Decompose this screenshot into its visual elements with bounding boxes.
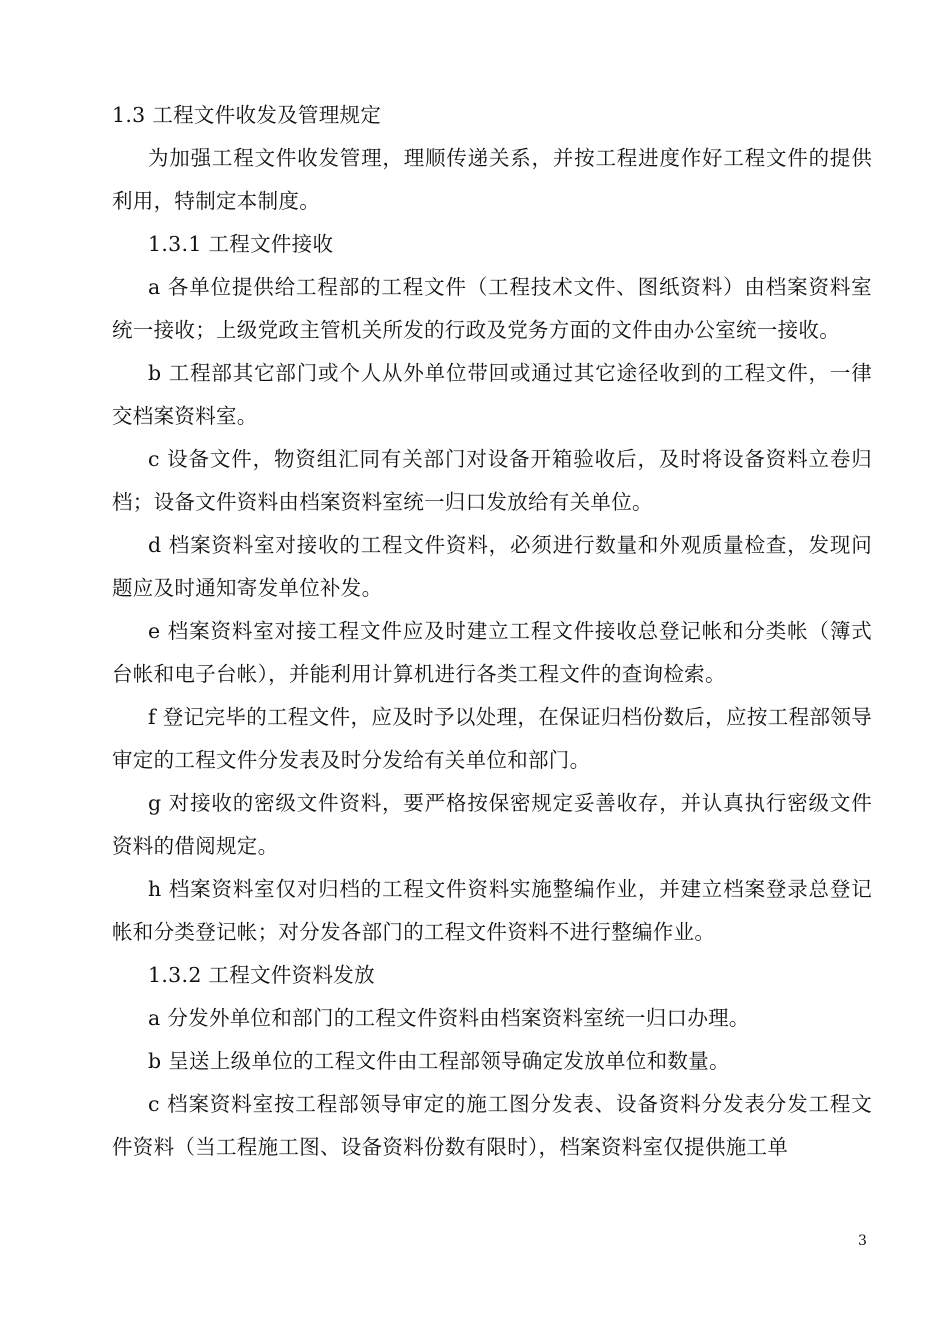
document-body <box>112 94 872 1169</box>
receive-item-e: e 档案资料室对接工程文件应及时建立工程文件接收总登记帐和分类帐（簿式台帐和电子台帐），并能利用计算机进行各类工程文件的查询检索。 <box>112 619 872 686</box>
intro-paragraph: 为加强工程文件收发管理，理顺传递关系，并按工程进度作好工程文件的提供利用，特制定本制度。 <box>112 146 872 213</box>
receive-item-a: a 各单位提供给工程部的工程文件（工程技术文件、图纸资料）由档案资料室统一接收；上级党政主管机关所发的行政及党务方面的文件由办公室统一接收。 <box>112 275 872 342</box>
receive-item-c: c 设备文件，物资组汇同有关部门对设备开箱验收后，及时将设备资料立卷归档；设备文件资料由档案资料室统一归口发放给有关单位。 <box>112 447 872 514</box>
distribute-item-c: c 档案资料室按工程部领导审定的施工图分发表、设备资料分发表分发工程文件资料（当工程施工图、设备资料份数有限时），档案资料室仅提供施工单 <box>112 1092 872 1159</box>
receive-item-f: f 登记完毕的工程文件，应及时予以处理，在保证归档份数后，应按工程部领导审定的工程文件分发表及时分发给有关单位和部门。 <box>112 705 872 772</box>
page-number: 3 <box>858 1233 867 1249</box>
section-heading: 1.3 工程文件收发及管理规定 <box>112 103 382 127</box>
subsection-title-receive: 1.3.1 工程文件接收 <box>148 232 334 256</box>
distribute-item-a: a 分发外单位和部门的工程文件资料由档案资料室统一归口办理。 <box>148 1006 750 1030</box>
subsection-title-distribute: 1.3.2 工程文件资料发放 <box>148 963 375 987</box>
receive-item-d: d 档案资料室对接收的工程文件资料，必须进行数量和外观质量检查，发现问题应及时通知寄发单位补发。 <box>112 533 872 600</box>
receive-item-b: b 工程部其它部门或个人从外单位带回或通过其它途径收到的工程文件，一律交档案资料室。 <box>112 361 872 428</box>
receive-item-h: h 档案资料室仅对归档的工程文件资料实施整编作业，并建立档案登录总登记帐和分类登记帐；对分发各部门的工程文件资料不进行整编作业。 <box>112 877 872 944</box>
distribute-item-b: b 呈送上级单位的工程文件由工程部领导确定发放单位和数量。 <box>148 1049 730 1073</box>
receive-item-g: g 对接收的密级文件资料，要严格按保密规定妥善收存，并认真执行密级文件资料的借阅规定。 <box>112 791 872 858</box>
